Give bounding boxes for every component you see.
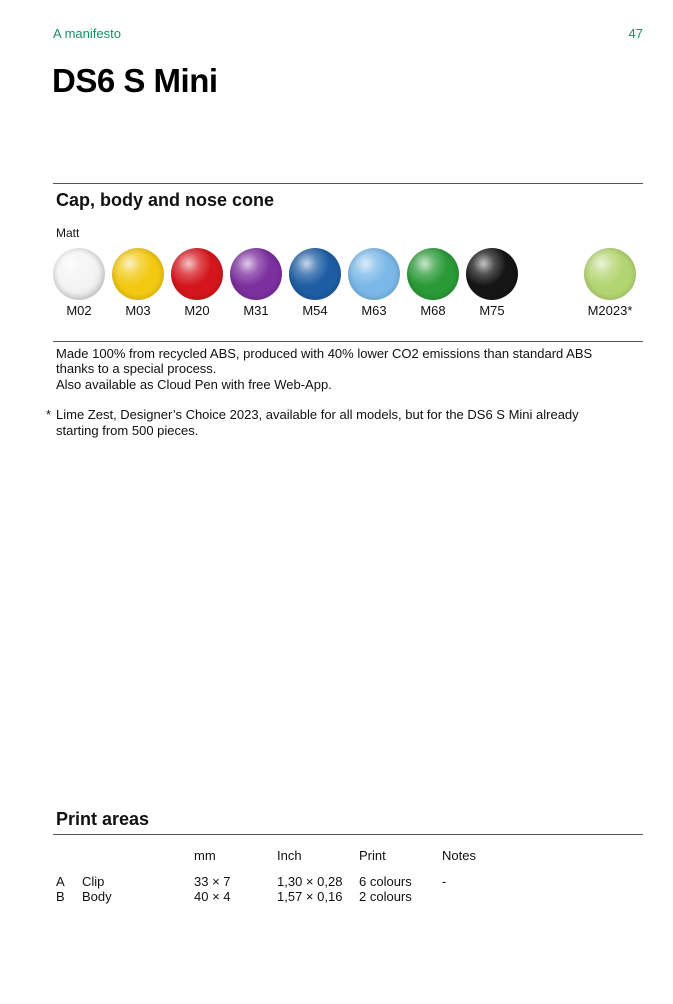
row-key: A (56, 874, 65, 889)
print-areas-heading: Print areas (56, 809, 150, 829)
color-swatch-m75 (466, 248, 518, 300)
color-swatch-m54 (289, 248, 341, 300)
footnote-marker: * (46, 407, 52, 422)
swatch-code: M03 (125, 303, 151, 318)
color-swatch-m68 (407, 248, 459, 300)
color-swatch-m31 (230, 248, 282, 300)
section-label: A manifesto (53, 26, 121, 41)
column-header-notes: Notes (442, 848, 476, 863)
column-header-mm: mm (194, 848, 216, 863)
row-inch: 1,57 × 0,16 (277, 889, 343, 904)
swatch-code: M75 (479, 303, 505, 318)
column-header-print: Print (359, 848, 386, 863)
cap-section-heading: Cap, body and nose cone (56, 190, 275, 210)
divider (53, 183, 643, 184)
swatch-code: M20 (184, 303, 210, 318)
row-name: Body (82, 889, 112, 904)
row-key: B (56, 889, 65, 904)
note-line: Also available as Cloud Pen with free Web-App. (56, 377, 332, 392)
color-swatch-m63 (348, 248, 400, 300)
row-inch: 1,30 × 0,28 (277, 874, 343, 889)
row-print: 6 colours (359, 874, 412, 889)
row-notes: - (442, 874, 447, 889)
page-number: 47 (628, 26, 643, 41)
note-line: thanks to a special process. (56, 361, 217, 376)
swatch-code: M54 (302, 303, 328, 318)
footnote-line: Lime Zest, Designer’s Choice 2023, available for all models, but for the DS6 S Mini already (56, 407, 579, 422)
row-print: 2 colours (359, 889, 412, 904)
footnote-line: starting from 500 pieces. (56, 422, 199, 438)
row-name: Clip (82, 874, 105, 889)
note-line: Made 100% from recycled ABS, produced with 40% lower CO2 emissions than standard ABS (56, 346, 593, 361)
divider (53, 834, 643, 835)
swatch-code: M2023* (587, 303, 633, 318)
finish-label: Matt (56, 226, 80, 240)
page-title: DS6 S Mini (52, 62, 218, 99)
color-swatch-m2023 (584, 248, 636, 300)
swatch-code: M31 (243, 303, 269, 318)
divider (53, 341, 643, 342)
row-mm: 33 × 7 (194, 874, 231, 889)
color-swatch-m02 (53, 248, 105, 300)
row-mm: 40 × 4 (194, 889, 231, 904)
color-swatch-m20 (171, 248, 223, 300)
color-swatch-m03 (112, 248, 164, 300)
swatch-code: M68 (420, 303, 446, 318)
swatch-code: M02 (66, 303, 92, 318)
column-header-inch: Inch (277, 848, 302, 863)
swatch-code: M63 (361, 303, 387, 318)
